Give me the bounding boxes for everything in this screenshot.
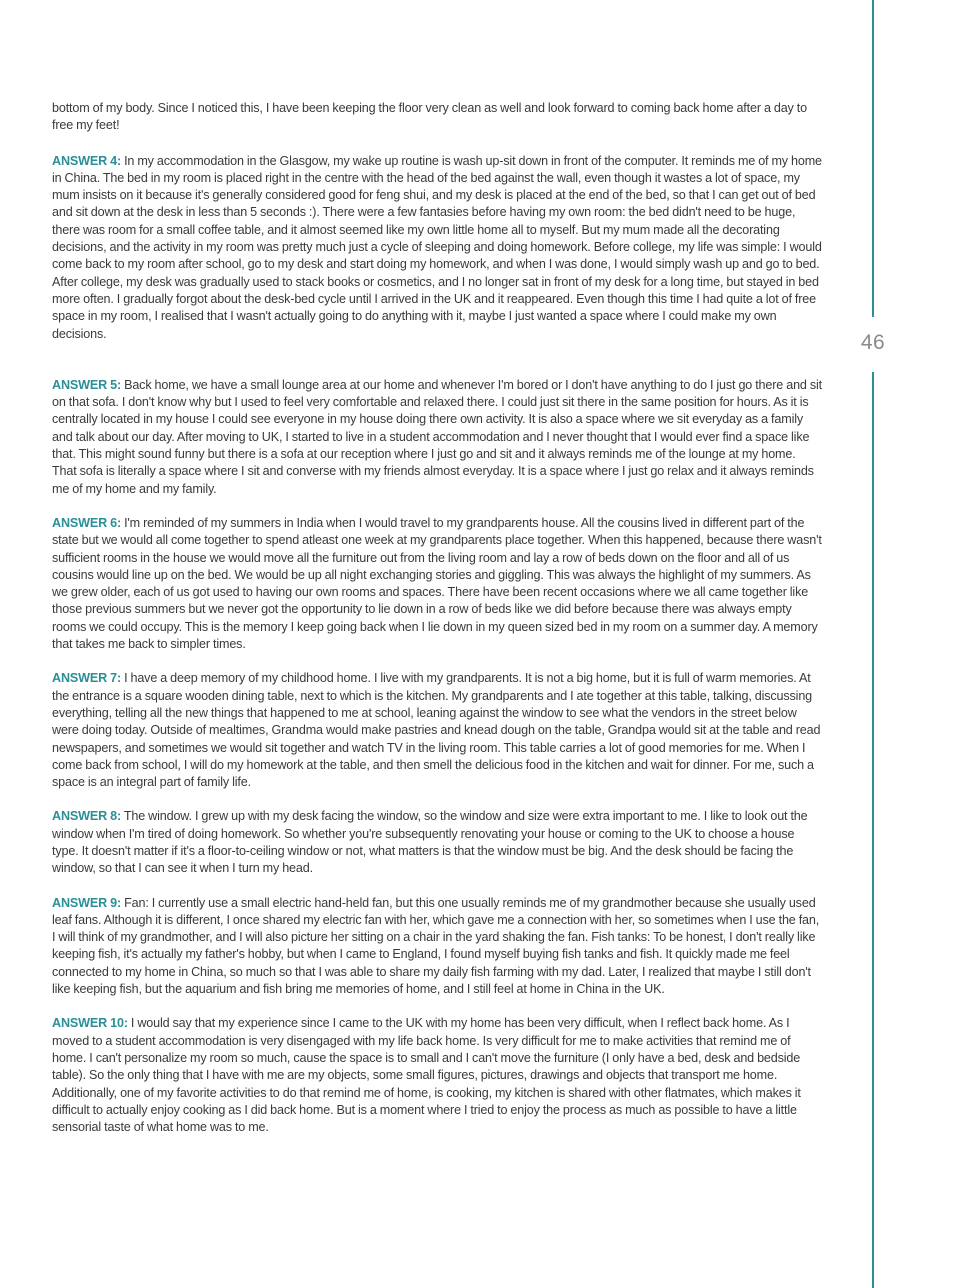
document-body — [52, 100, 822, 1136]
side-rule-bottom — [872, 372, 874, 1288]
answer-label: ANSWER 5: — [52, 377, 122, 392]
answer-label: ANSWER 9: — [52, 895, 122, 910]
answer-text: Fan: I currently use a small electric hand-held fan, but this one usually reminds me of my grandmother because she usually used leaf fans. Although it is different, I once shared my electric fan with her, which gave me a connection with her, so sometimes when I use the fan, I will think of my grandmother, and I will also picture her sitting on a chair in the yard shaking the fan. Fish tanks: To be honest, I don't really like keeping fish, it's actually my father's hobby, but when I came to England, I found myself buying fish tanks and fish. It quickly made me feel connected to my home in China, so much so that I was able to share my daily fish farming with my dad. Later, I realized that maybe I still don't like keeping fish, but the aquarium and fish bring me memories of home, and I still feel at home in China in the UK. — [52, 895, 820, 997]
answer-8-paragraph — [52, 808, 822, 877]
answer-text: I'm reminded of my summers in India when I would travel to my grandparents house. All the cousins lived in different part of the state but we would all come together to spend atleast one week at my grandparents place together. When this happened, because there wasn't sufficient rooms in the house we would move all the furniture out from the living room and lay a row of beds down on the floor and all of us cousins would line up on the bed. We would be up all night exchanging stories and giggling. This was always the highlight of my summers. As we grew older, each of us got used to having our own rooms and spaces. There have been recent occasions where we all came together like those previous summers but we never got the opportunity to lie down in a row of beds like we did before because there was always empty rooms we could occupy. This is the memory I keep going back when I lie down in my queen sized bed in my room on a summer day. A memory that takes me back to simpler times. — [52, 515, 822, 652]
answer-label: ANSWER 8: — [52, 809, 122, 824]
answer-text: I would say that my experience since I came to the UK with my home has been very difficult, when I reflect back home. As I moved to a student accommodation is very disengaged with my life back home. Is very difficult for me to make activities that remind me of home. I can't personalize my room so much, cause the space is to small and I can't move the furniture (I only have a bed, desk and bedside table). So the only thing that I have with me are my objects, some small figures, pictures, drawings and objects that transport me home. Additionally, one of my favorite activities to do that remind me of home, is cooking, my kitchen is shared with other flatmates, which makes it difficult to actually enjoy cooking as I did back home. But is a moment where I tried to enjoy the process as much as possible to have a little sensorial taste of what home was to me. — [52, 1016, 801, 1135]
answer-label: ANSWER 6: — [52, 515, 122, 530]
answer-text: The window. I grew up with my desk facing the window, so the window and size were extra important to me. I like to look out the window when I'm tired of doing homework. So whether you're subsequently renovating your house or coming to the UK to choose a house type. It doesn't matter if it's a floor-to-ceiling window or not, what matters is that the window must be big. And the desk should be facing the window, so that I can see it when I turn my head. — [52, 809, 808, 876]
answer-6-paragraph — [52, 515, 822, 653]
intro-paragraph — [52, 100, 822, 135]
answer-5-paragraph — [52, 377, 822, 498]
page-number: 46 — [860, 331, 886, 354]
answer-10-paragraph — [52, 1015, 822, 1136]
answer-label: ANSWER 4: — [52, 153, 122, 168]
side-rule-top — [872, 0, 874, 317]
answer-9-paragraph — [52, 895, 822, 999]
answer-label: ANSWER 10: — [52, 1016, 128, 1031]
intro-text: bottom of my body. Since I noticed this, I have been keeping the floor very clean as well and look forward to coming back home after a day to free my feet! — [52, 101, 807, 133]
answer-text: In my accommodation in the Glasgow, my wake up routine is wash up-sit down in front of the computer. It reminds me of my home in China. The bed in my room is placed right in the centre with the head of the bed against the wall, even though it wastes a lot of space, my mum insists on it because it's generally considered good for feng shui, and my desk is placed at the end of the bed, so that I can get out of bed and sit down at the desk in less than 5 seconds :). There were a few fantasies before having my own room: the bed didn't need to be huge, there was room for a small coffee table, and it almost seemed like my own little home all to myself. But my mum made all the decorating decisions, and the activity in my room was pretty much just a cycle of sleeping and doing homework. Before college, my life was simple: I would come back to my room after school, go to my desk and start doing my homework, and when I was done, I would simply wash up and go to bed. After college, my desk was gradually used to stack books or cosmetics, and I no longer sat in front of my desk for a long time, but stayed in bed more often. I gradually forgot about the desk-bed cycle until I arrived in the UK and it reappeared. Even though this time I had quite a lot of free space in my room, I realised that I wasn't actually going to do anything with it, maybe I just wanted a space where I could make my own decisions. — [52, 153, 822, 341]
answer-4-paragraph — [52, 153, 822, 343]
answer-label: ANSWER 7: — [52, 671, 122, 686]
answer-text: Back home, we have a small lounge area at our home and whenever I'm bored or I don't have anything to do I just go there and sit on that sofa. I don't know why but I used to feel very comfortable and relaxed there. I could just sit there in the same position for hours. As it is centrally located in my house I could see everyone in my house doing there own activity. It is also a space where we sit everyday as a family and talk about our day. After moving to UK, I started to live in a student accommodation and I never thought that I would ever find a space like that. This might sound funny but there is a sofa at our reception where I just go and sit and it always reminds me of the lounge at my home. That sofa is literally a space where I sit and converse with my friends almost everyday. It is a space where I just go relax and it always reminds me of my home and my family. — [52, 377, 822, 496]
answer-7-paragraph — [52, 670, 822, 791]
answer-text: I have a deep memory of my childhood home. I live with my grandparents. It is not a big home, but it is full of warm memories. At the entrance is a square wooden dining table, next to which is the kitchen. My grandparents and I ate together at this table, talking, discussing everything, telling all the new things that happened to me at school, leaning against the window to see what the vendors in the street below were doing today. Outside of mealtimes, Grandma would make pastries and knead dough on the table, Grandpa would sit at the table and read newspapers, and sometimes we would sit together and watch TV in the living room. This table carries a lot of good memories for me. When I come back from school, I will do my homework at the table, and then smell the delicious food in the kitchen and wait for dinner. For me, such a space is an integral part of family life. — [52, 671, 821, 790]
